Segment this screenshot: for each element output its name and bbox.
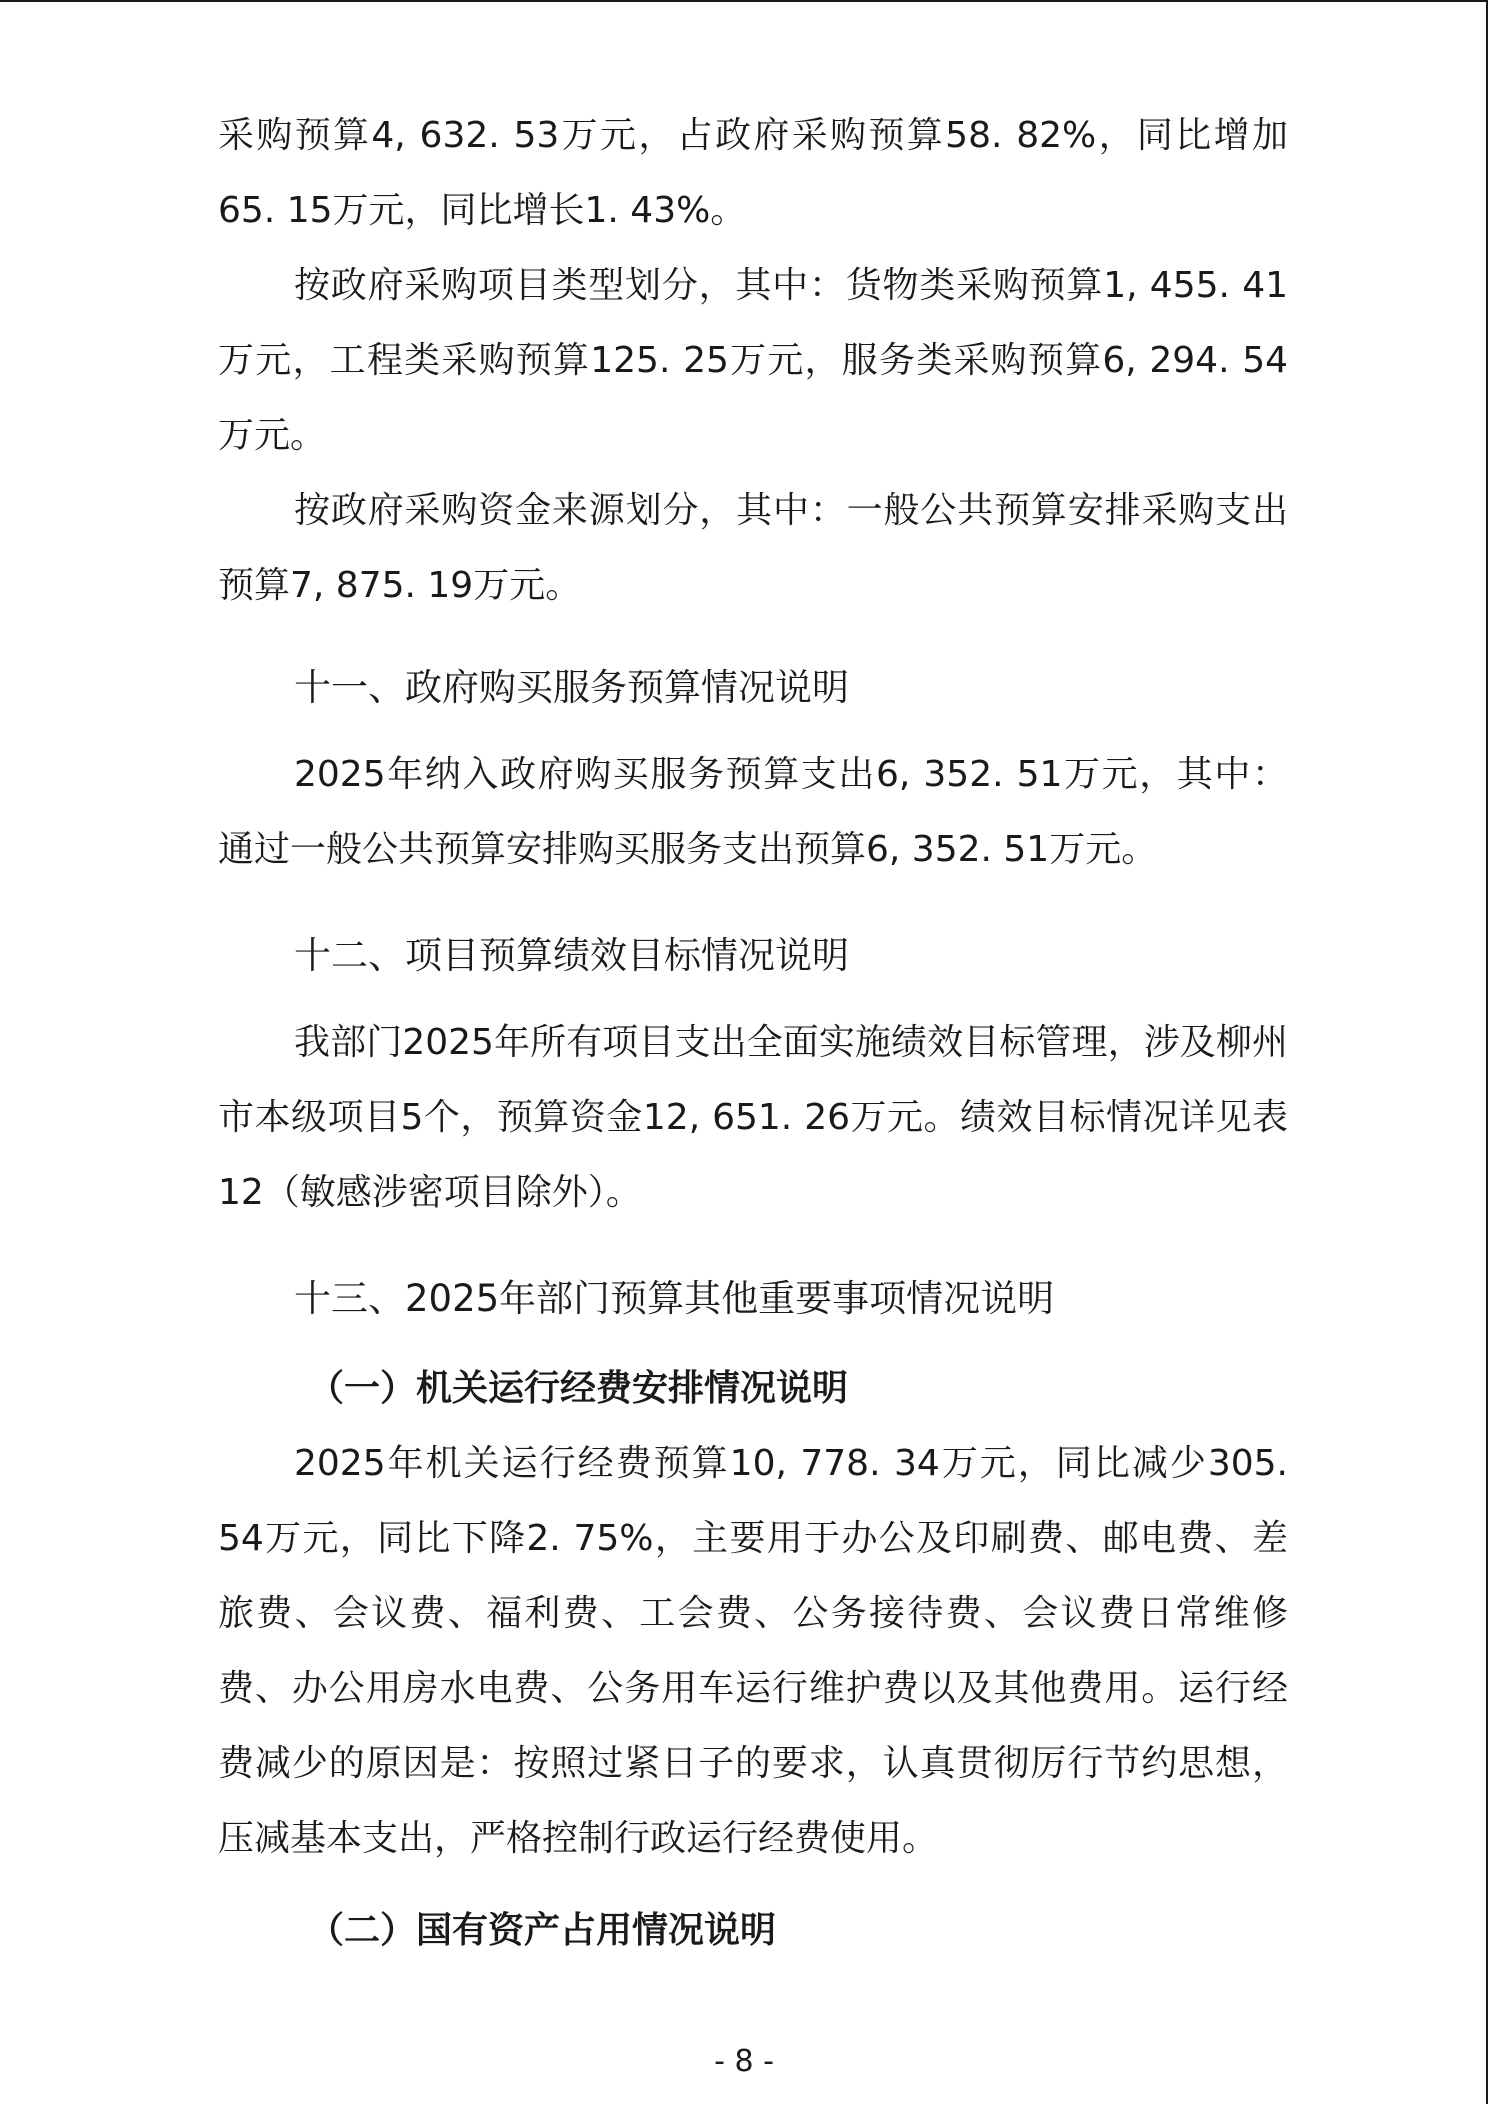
paragraph-operating-expenses: 2025年机关运行经费预算10, 778. 34万元，同比减少305. 54万元，同比下降2. 75%，主要用于办公及印刷费、邮电费、差旅费、会议费、福利费、工会费、公务接待费、会议费日常维修费、办公用房水电费、公务用车运行维护费以及其他费用。运行经费减少的原因是：按照过紧日子的要求，认真贯彻厉行节约思想，压减基本支出，严格控制行政运行经费使用。 xyxy=(218,1443,1288,1859)
page-number: - 8 - xyxy=(714,2044,774,2079)
paragraph-procurement-by-source: 按政府采购资金来源划分，其中：一般公共预算安排采购支出预算7, 875. 19万元。 xyxy=(218,490,1288,606)
subsection-heading-2: （二）国有资产占用情况说明 xyxy=(308,1910,777,1951)
subsection-heading-1: （一）机关运行经费安排情况说明 xyxy=(308,1368,849,1409)
paragraph-procurement-by-type: 按政府采购项目类型划分，其中：货物类采购预算1, 455. 41万元，工程类采购预算125. 25万元，服务类采购预算6, 294. 54万元。 xyxy=(218,265,1288,456)
paragraph-procurement-continued: 采购预算4, 632. 53万元，占政府采购预算58. 82%，同比增加65. 15万元，同比增长1. 43%。 xyxy=(218,115,1288,231)
section-heading-11: 十一、政府购买服务预算情况说明 xyxy=(294,666,849,709)
paragraph-service-purchase: 2025年纳入政府购买服务预算支出6, 352. 51万元，其中：通过一般公共预算安排购买服务支出预算6, 352. 51万元。 xyxy=(218,754,1288,870)
section-heading-13: 十三、2025年部门预算其他重要事项情况说明 xyxy=(294,1277,1055,1320)
document-body xyxy=(218,98,1288,1968)
paragraph-performance-targets: 我部门2025年所有项目支出全面实施绩效目标管理，涉及柳州市本级项目5个，预算资金12, 651. 26万元。绩效目标情况详见表12（敏感涉密项目除外）。 xyxy=(218,1022,1288,1213)
section-heading-12: 十二、项目预算绩效目标情况说明 xyxy=(294,934,849,977)
